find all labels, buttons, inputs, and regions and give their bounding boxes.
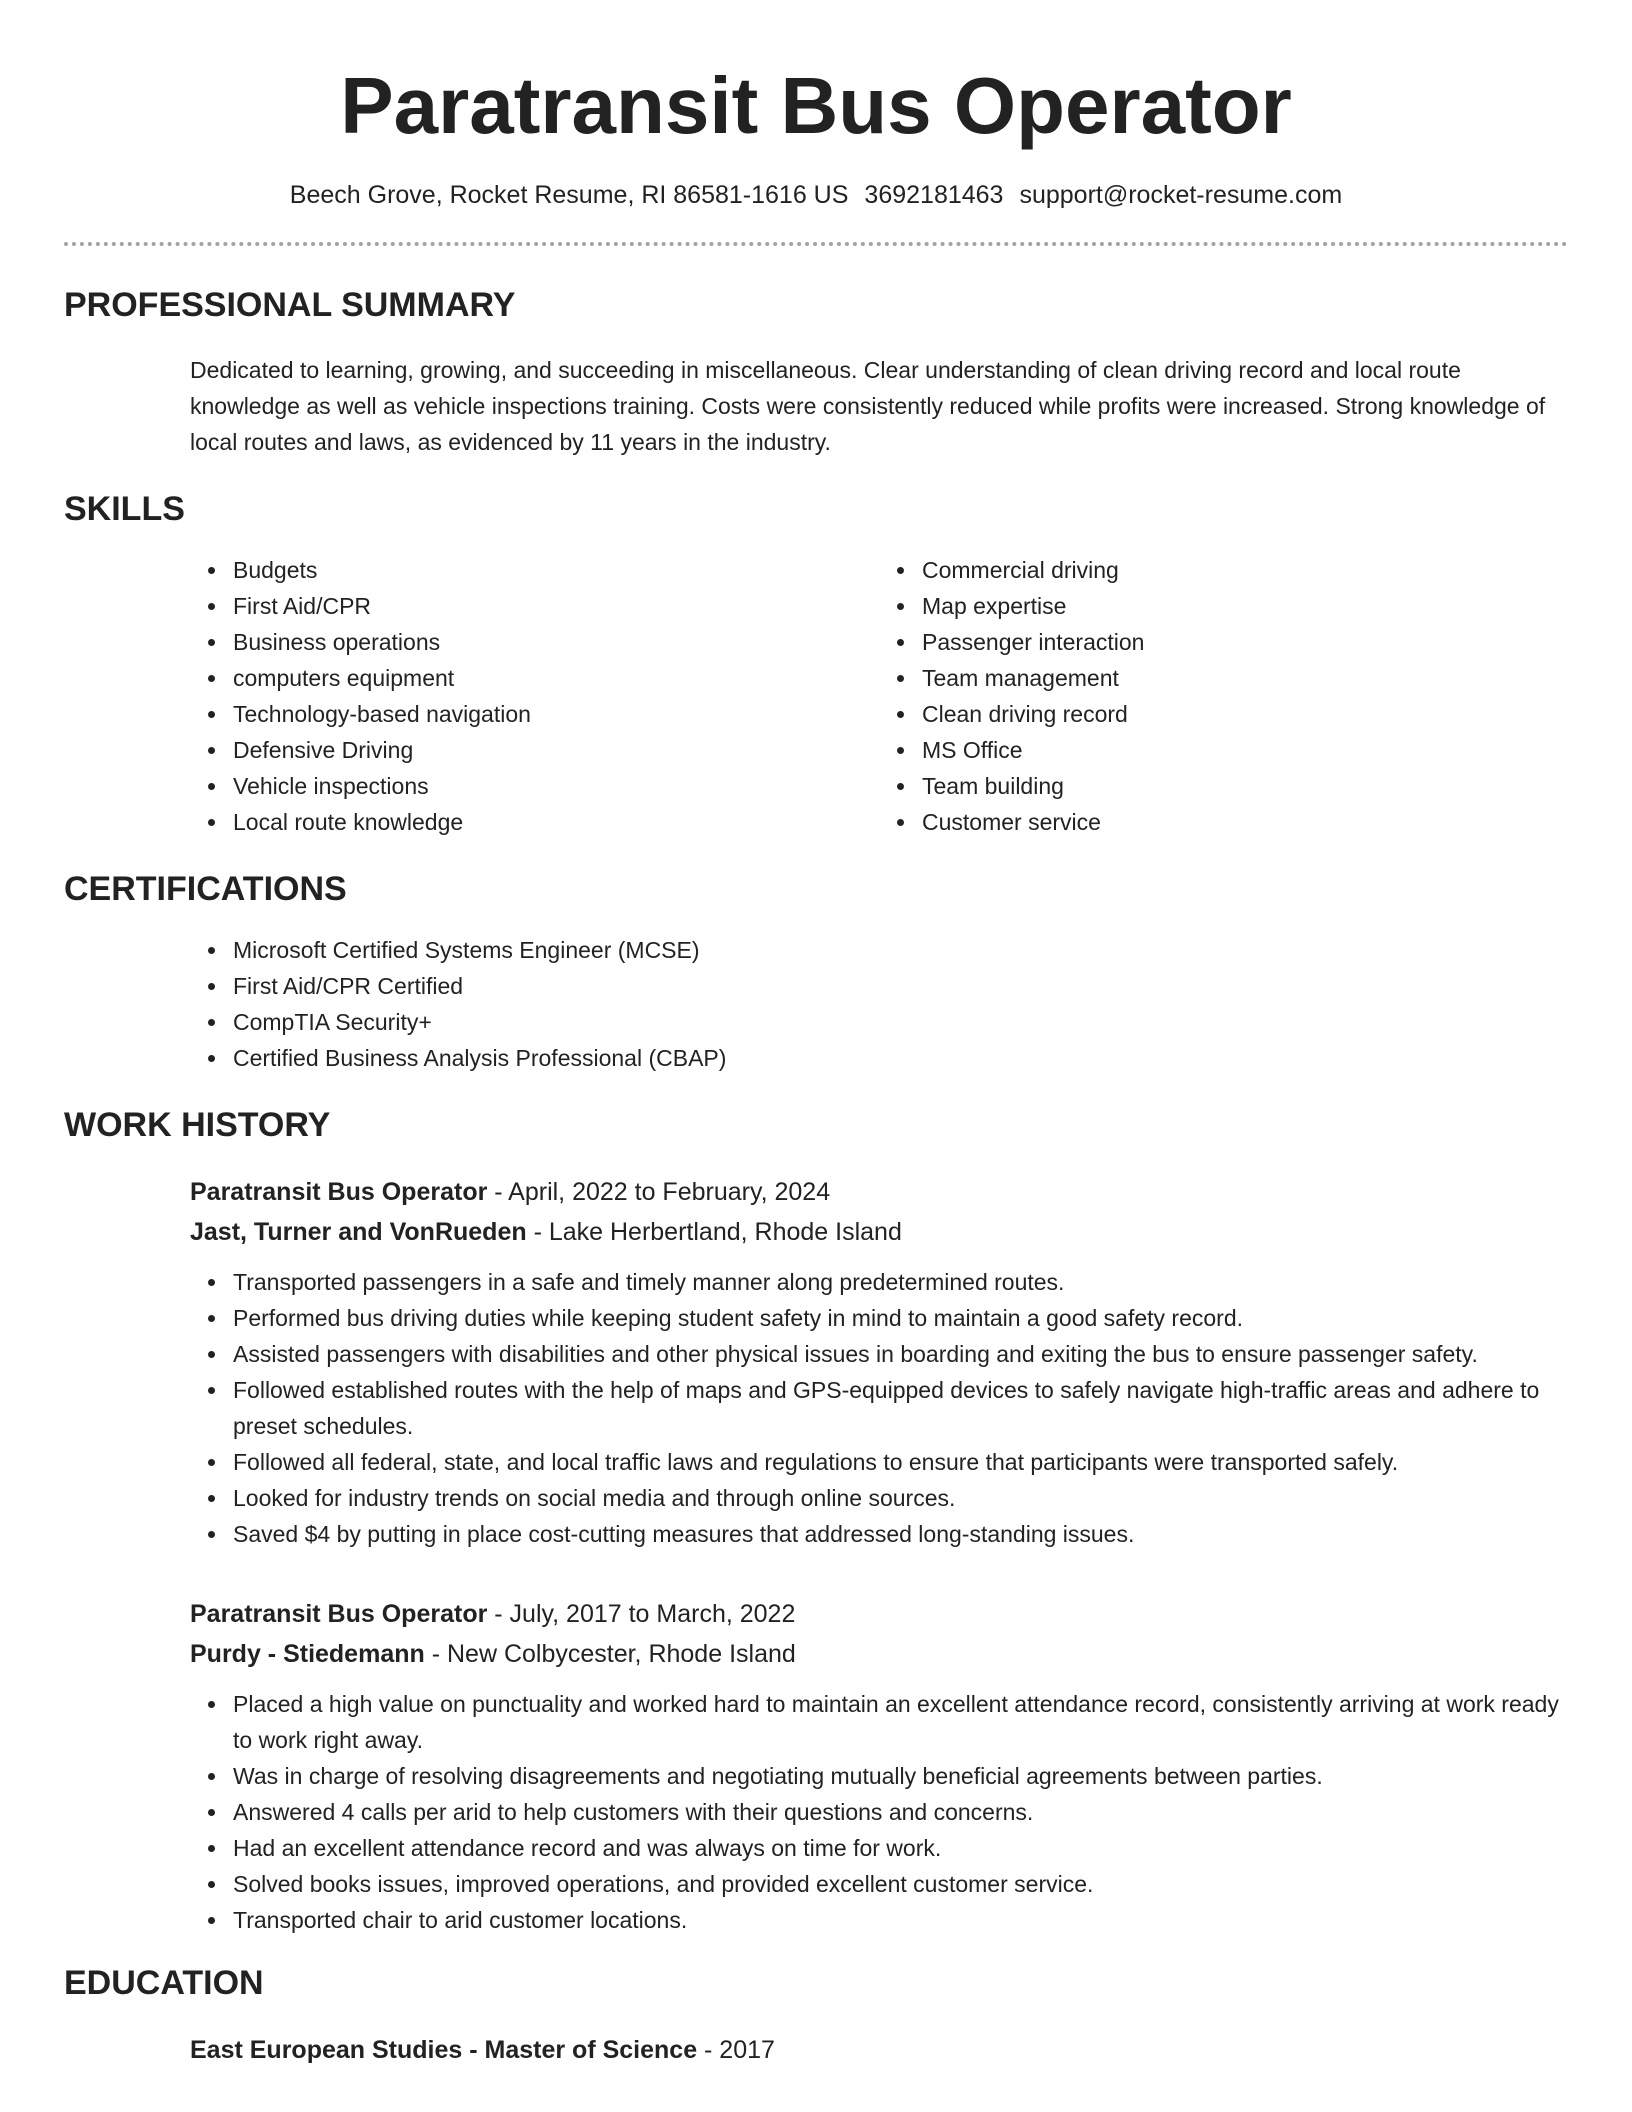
job-title-line bbox=[190, 1594, 1568, 1634]
job-company: Purdy - Stiedemann bbox=[190, 1640, 425, 1668]
job-bullet: Solved books issues, improved operations, and provided excellent customer service. bbox=[233, 1866, 1568, 1902]
education-year: - 2017 bbox=[697, 2036, 775, 2064]
contact-email: support@rocket-resume.com bbox=[1019, 181, 1343, 209]
job-bullet: Transported passengers in a safe and timely manner along predetermined routes. bbox=[233, 1264, 1568, 1300]
section-title-skills: SKILLS bbox=[64, 490, 185, 528]
section-title-summary: PROFESSIONAL SUMMARY bbox=[64, 286, 516, 324]
skill-item: Technology-based navigation bbox=[233, 696, 879, 732]
job-bullet: Followed all federal, state, and local traffic laws and regulations to ensure that participants were transported safely. bbox=[233, 1444, 1568, 1480]
skills-left-column bbox=[190, 552, 879, 840]
job-role: Paratransit Bus Operator bbox=[190, 1600, 488, 1628]
certification-item: CompTIA Security+ bbox=[233, 1004, 1568, 1040]
job-bullet: Was in charge of resolving disagreements and negotiating mutually beneficial agreements between parties. bbox=[233, 1758, 1568, 1794]
contact-address: Beech Grove, Rocket Resume, RI 86581-1616 US bbox=[289, 181, 849, 209]
job-dates: - July, 2017 to March, 2022 bbox=[487, 1600, 796, 1628]
summary-text: Dedicated to learning, growing, and succeeding in miscellaneous. Clear understanding of clean driving record and local route knowledge as well as vehicle inspections training. Costs were consistently reduced while profits were increased. Strong knowledge of local routes and laws, as evidenced by 11 years in the industry. bbox=[190, 357, 1546, 455]
resume-page bbox=[64, 0, 1568, 2070]
education-section bbox=[64, 1962, 1568, 2070]
job-bullet: Transported chair to arid customer locations. bbox=[233, 1902, 1568, 1938]
job-company: Jast, Turner and VonRueden bbox=[190, 1218, 527, 1246]
section-title-certifications: CERTIFICATIONS bbox=[64, 870, 347, 908]
job-bullets bbox=[190, 1264, 1568, 1552]
skill-item: Clean driving record bbox=[922, 696, 1568, 732]
job-bullet: Saved $4 by putting in place cost-cutting measures that addressed long-standing issues. bbox=[233, 1516, 1568, 1552]
education-entry bbox=[190, 2030, 1568, 2070]
certification-item: First Aid/CPR Certified bbox=[233, 968, 1568, 1004]
certifications-bullets bbox=[190, 932, 1568, 1076]
skill-item: Vehicle inspections bbox=[233, 768, 879, 804]
job-bullet: Assisted passengers with disabilities and other physical issues in boarding and exiting the bus to ensure passenger safety. bbox=[233, 1336, 1568, 1372]
certifications-list bbox=[190, 932, 1568, 1076]
job-title-line bbox=[190, 1172, 1568, 1212]
skill-item: Defensive Driving bbox=[233, 732, 879, 768]
job-company-line bbox=[190, 1634, 1568, 1674]
header-divider bbox=[64, 242, 1568, 246]
contact-phone: 3692181463 bbox=[864, 181, 1004, 209]
skill-item: Business operations bbox=[233, 624, 879, 660]
certification-item: Microsoft Certified Systems Engineer (MCSE) bbox=[233, 932, 1568, 968]
contact-line bbox=[64, 178, 1568, 212]
job-bullet: Had an excellent attendance record and was always on time for work. bbox=[233, 1830, 1568, 1866]
certifications-section bbox=[64, 868, 1568, 1076]
skill-item: Budgets bbox=[233, 552, 879, 588]
certification-item: Certified Business Analysis Professional (CBAP) bbox=[233, 1040, 1568, 1076]
job-bullet: Answered 4 calls per arid to help customers with their questions and concerns. bbox=[233, 1794, 1568, 1830]
job-bullets bbox=[190, 1686, 1568, 1938]
job-company-line bbox=[190, 1212, 1568, 1252]
job-location: - New Colbycester, Rhode Island bbox=[424, 1640, 796, 1668]
skill-item: Local route knowledge bbox=[233, 804, 879, 840]
professional-summary-section bbox=[64, 284, 1568, 460]
skill-item: Commercial driving bbox=[922, 552, 1568, 588]
skill-item: Map expertise bbox=[922, 588, 1568, 624]
education-degree: East European Studies - Master of Science bbox=[190, 2036, 698, 2064]
skills-right-column bbox=[879, 552, 1568, 840]
skill-item: Team building bbox=[922, 768, 1568, 804]
job-bullet: Placed a high value on punctuality and worked hard to maintain an excellent attendance record, consistently arriving at work ready to work right away. bbox=[233, 1686, 1568, 1758]
skill-item: First Aid/CPR bbox=[233, 588, 879, 624]
job-bullet: Looked for industry trends on social media and through online sources. bbox=[233, 1480, 1568, 1516]
skill-item: Passenger interaction bbox=[922, 624, 1568, 660]
skills-grid bbox=[190, 552, 1568, 840]
job-bullet: Followed established routes with the help of maps and GPS-equipped devices to safely navigate high-traffic areas and adhere to preset schedules. bbox=[233, 1372, 1568, 1444]
section-title-education: EDUCATION bbox=[64, 1964, 264, 2002]
resume-name: Paratransit Bus Operator bbox=[340, 61, 1292, 150]
work-history-section bbox=[64, 1104, 1568, 1938]
job-bullet: Performed bus driving duties while keeping student safety in mind to maintain a good safety record. bbox=[233, 1300, 1568, 1336]
skill-item: computers equipment bbox=[233, 660, 879, 696]
skills-section bbox=[64, 488, 1568, 840]
job-dates: - April, 2022 to February, 2024 bbox=[487, 1178, 831, 1206]
skill-item: MS Office bbox=[922, 732, 1568, 768]
skill-item: Team management bbox=[922, 660, 1568, 696]
job-role: Paratransit Bus Operator bbox=[190, 1178, 488, 1206]
job-entry bbox=[190, 1172, 1568, 1552]
job-location: - Lake Herbertland, Rhode Island bbox=[526, 1218, 902, 1246]
skill-item: Customer service bbox=[922, 804, 1568, 840]
job-entry bbox=[190, 1594, 1568, 1938]
section-title-work-history: WORK HISTORY bbox=[64, 1106, 331, 1144]
